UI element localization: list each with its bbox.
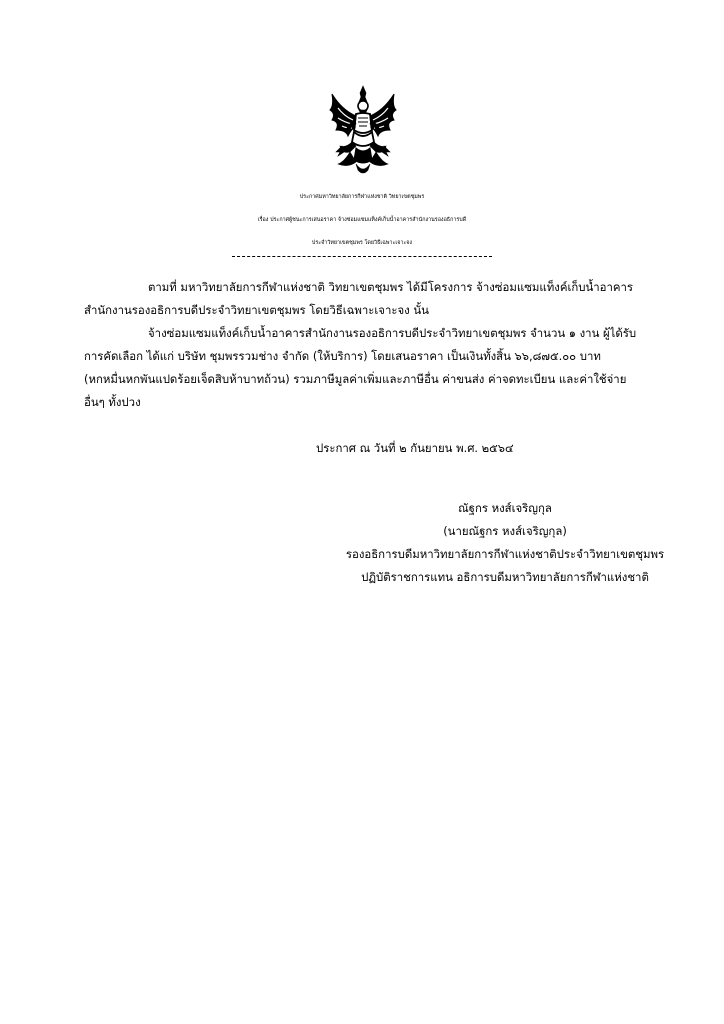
signature-full-name: (นายณัฐกร หงส์เจริญกุล) xyxy=(443,524,567,538)
announcement-date: ประกาศ ณ วันที่ ๒ กันยายน พ.ศ. ๒๕๖๔ xyxy=(316,441,514,455)
signature-signed-name: ณัฐกร หงส์เจริญกุล xyxy=(458,501,552,515)
paragraph-2-line-4: อื่นๆ ทั้งปวง xyxy=(84,395,141,409)
paragraph-2-line-2: การคัดเลือก ได้แก่ บริษัท ชุมพรรวมช่าง จำกัด (ให้บริการ) โดยเสนอราคา เป็นเงินทั้งสิ้น ๖๖,๘๗๕.๐๐ บาท xyxy=(84,349,601,363)
announcement-subject: เรื่อง ประกาศผู้ชนะการเสนอราคา จ้างซ่อมแซมแท็งค์เก็บน้ำอาคารสำนักงานรองอธิการบดี xyxy=(257,217,467,223)
announcement-subject-continued: ประจำวิทยาเขตชุมพร โดยวิธีเฉพาะเจาะจง xyxy=(311,240,413,246)
paragraph-2-line-3: (หกหมื่นหกพันแปดร้อยเจ็ดสิบห้าบาทถ้วน) รวมภาษีมูลค่าเพิ่มและภาษีอื่น ค่าขนส่ง ค่าจดทะเบียน และค่าใช้จ่าย xyxy=(84,372,627,386)
paragraph-2-line-1: จ้างซ่อมแซมแท็งค์เก็บน้ำอาคารสำนักงานรองอธิการบดีประจำวิทยาเขตชุมพร จำนวน ๑ งาน ผู้ได้รับ xyxy=(148,326,637,340)
signature-acting-for: ปฏิบัติราชการแทน อธิการบดีมหาวิทยาลัยการกีฬาแห่งชาติ xyxy=(361,570,649,584)
signature-position: รองอธิการบดีมหาวิทยาลัยการกีฬาแห่งชาติประจำวิทยาเขตชุมพร xyxy=(345,547,665,561)
header-divider xyxy=(232,256,492,257)
paragraph-1-line-1: ตามที่ มหาวิทยาลัยการกีฬาแห่งชาติ วิทยาเขตชุมพร ได้มีโครงการ จ้างซ่อมแซมแท็งค์เก็บน้ำอาคาร xyxy=(148,280,634,294)
garuda-emblem-icon xyxy=(326,84,400,176)
announcement-title: ประกาศมหาวิทยาลัยการกีฬาแห่งชาติ วิทยาเขตชุมพร xyxy=(299,194,425,200)
paragraph-1-line-2: สำนักงานรองอธิการบดีประจำวิทยาเขตชุมพร โดยวิธีเฉพาะเจาะจง นั้น xyxy=(84,303,429,317)
